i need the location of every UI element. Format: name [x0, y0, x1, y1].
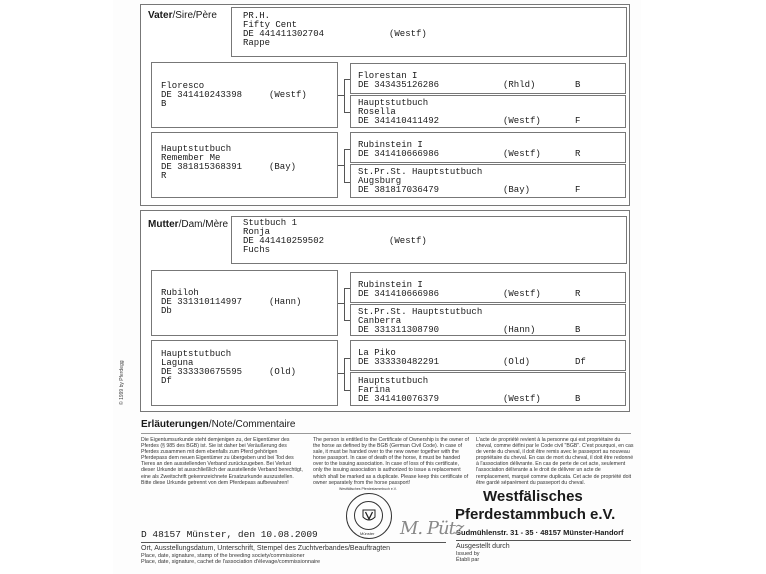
ds-dam-color: B	[575, 325, 581, 335]
sd-dam-book: St.Pr.St. Hauptstutbuch	[358, 167, 483, 177]
sire-sire-breed: (Westf)	[269, 90, 307, 100]
dam-sire-reg: DE 331310114997	[161, 297, 243, 307]
ds-sire-name: Rubinstein I	[358, 280, 423, 290]
dam-color: Fuchs	[243, 245, 271, 255]
sd-sire-color: R	[575, 149, 581, 159]
signature-rule	[141, 542, 446, 543]
notes-german: Die Eigentumsurkunde steht demjenigen zu, der Eigentümer des Pferdes (§ 985 des BGB) ist. Sie ist daher bei Veräußerung des Pferdes zusammen mit dem ebenfalls zum Pferd gehörigen Pferdepass dem neuen Eigentümer zu übergeben und bei Tod des Tieres an den ausstellenden Verband zurückzugeben. Bei Verlust dieser Urkunde ist ausschließlich der ausstellende Verband berechtigt, eine als Zweitschrift gekennzeichnete Ersatzurkunde auszustellen. Bitte diese Urkunde getrennt von dem Pferdepass aufbewahren!	[141, 437, 303, 486]
sire-color: Rappe	[243, 38, 271, 48]
sire-dam-color: R	[161, 171, 167, 181]
certificate-sheet	[113, 0, 641, 574]
dam-label: Mutter/Dam/Mère	[148, 219, 229, 230]
sd-dam-reg: DE 381817036479	[358, 185, 440, 195]
dd-dam-name: Farina	[358, 385, 391, 395]
dam-dam-color: Df	[161, 376, 172, 386]
ss-dam-name: Rosella	[358, 107, 396, 117]
dam-breed: (Westf)	[389, 236, 427, 246]
connector	[344, 358, 345, 390]
sire-dam-breed: (Bay)	[269, 162, 297, 172]
org-address: Sudmühlenstr. 31 - 35 · 48157 Münster-Handorf	[456, 528, 624, 537]
sire-dam-book: Hauptstutbuch	[161, 144, 232, 154]
ds-sire-reg: DE 341410666986	[358, 289, 440, 299]
sire-sire-reg: DE 341410243398	[161, 90, 243, 100]
dam-reg: DE 441410259502	[243, 236, 325, 246]
connector	[344, 149, 345, 182]
ds-dam-name: Canberra	[358, 316, 402, 326]
dd-dam-book: Hauptstutbuch	[358, 376, 429, 386]
sd-dam-name: Augsburg	[358, 176, 402, 186]
dd-sire-breed: (Old)	[503, 357, 531, 367]
org-name-line1: Westfälisches	[483, 488, 583, 505]
footer-left-en: Place, date, signature, stamp of the breeding society/commissioner	[141, 553, 305, 559]
ss-dam-book: Hauptstutbuch	[358, 98, 429, 108]
dam-sire-color: Db	[161, 306, 172, 316]
sire-name: Fifty Cent	[243, 20, 298, 30]
copyright-note: © 1999 by Pferdegg	[119, 360, 125, 405]
ds-sire-breed: (Westf)	[503, 289, 541, 299]
ss-dam-breed: (Westf)	[503, 116, 541, 126]
sire-breed: (Westf)	[389, 29, 427, 39]
sire-dam-reg: DE 381815368391	[161, 162, 243, 172]
notes-english: The person is entitled to the Certificate of Ownership is the owner of the horse as defined by the BGB (German Civil Code). In case of sale, it must be handed over to the new owner together with the horse passport. In case of death of the horse, it must be handed over to the issuing association. In case of loss of this certificate, only the issuing association is authorized to issue a replacement which shall be marked as a duplicate. Please keep this certificate of owner separately from the horse passport!	[313, 437, 469, 486]
connector	[344, 288, 345, 320]
dd-sire-reg: DE 333330482291	[358, 357, 440, 367]
stamp-emblem-icon	[361, 508, 377, 524]
sd-sire-name: Rubinstein I	[358, 140, 423, 150]
dam-sire-name: Rubiloh	[161, 288, 199, 298]
sire-sire-name: Floresco	[161, 81, 205, 91]
dam-line1: Stutbuch 1	[243, 218, 298, 228]
dd-sire-color: Df	[575, 357, 586, 367]
sire-line1: PR.H.	[243, 11, 271, 21]
footer-right-fr: Établi par	[456, 557, 480, 563]
ss-sire-reg: DE 343435126286	[358, 80, 440, 90]
dam-dam-breed: (Old)	[269, 367, 297, 377]
sire-label: Vater/Sire/Père	[148, 10, 217, 21]
sd-sire-reg: DE 341410666986	[358, 149, 440, 159]
footer-left-de: Ort, Ausstellungsdatum, Unterschrift, Stempel des Zuchtverbandes/Beauftragten	[141, 545, 391, 552]
connector	[344, 79, 345, 112]
stamp-text: Westfälisches Pferdestammbuch e.V.	[339, 487, 397, 491]
dam-dam-book: Hauptstutbuch	[161, 349, 232, 359]
dd-dam-breed: (Westf)	[503, 394, 541, 404]
sd-sire-breed: (Westf)	[503, 149, 541, 159]
sire-dam-name: Remember Me	[161, 153, 221, 163]
ds-dam-breed: (Hann)	[503, 325, 536, 335]
sire-sire-color: B	[161, 99, 167, 109]
ds-dam-book: St.Pr.St. Hauptstutbuch	[358, 307, 483, 317]
ds-dam-reg: DE 331311308790	[358, 325, 440, 335]
ds-sire-color: R	[575, 289, 581, 299]
notes-label: Erläuterungen/Note/Commentaire	[141, 419, 296, 430]
ss-dam-color: F	[575, 116, 581, 126]
official-stamp	[339, 487, 397, 539]
sd-dam-color: F	[575, 185, 581, 195]
dam-dam-reg: DE 333330675595	[161, 367, 243, 377]
ss-dam-reg: DE 341410411492	[358, 116, 440, 126]
notes-rule	[141, 433, 631, 434]
sire-reg: DE 441411302704	[243, 29, 325, 39]
issuer-rule	[456, 540, 631, 541]
footer-right-en: Issued by	[456, 551, 480, 557]
signature: M. Pütz	[400, 518, 464, 539]
org-name-line2: Pferdestammbuch e.V.	[455, 506, 616, 523]
ss-sire-color: B	[575, 80, 581, 90]
dd-dam-reg: DE 341410076379	[358, 394, 440, 404]
notes-french: L'acte de propriété revient à la personne qui est propriétaire du cheval, comme défini par le Code civil "BGB". C'est pourquoi, en cas de vente du cheval, il doit être remis avec le passeport au nouveau propriétaire du cheval. En cas de mort du cheval, il doit être redonné à l'association délivrante. En cas de perte de cet acte, seulement l'association délivrante a le droit de délivrer un acte de remplacement, marqué comme duplicata. Cet acte de propriété doit être gardé séparément du passeport du cheval.	[476, 437, 634, 486]
dd-sire-name: La Piko	[358, 348, 396, 358]
sd-dam-breed: (Bay)	[503, 185, 531, 195]
dam-sire-breed: (Hann)	[269, 297, 302, 307]
ss-sire-breed: (Rhld)	[503, 80, 536, 90]
dd-dam-color: B	[575, 394, 581, 404]
footer-left-fr: Place, date, signature, cachet de l'association d'élevage/commissionnaire	[141, 559, 321, 565]
footer-right-de: Ausgestellt durch	[456, 543, 510, 550]
place-date: D 48157 Münster, den 10.08.2009	[141, 529, 318, 540]
dam-dam-name: Laguna	[161, 358, 194, 368]
stamp-city: Münster	[360, 531, 375, 536]
ss-sire-name: Florestan I	[358, 71, 418, 81]
dam-name: Ronja	[243, 227, 271, 237]
